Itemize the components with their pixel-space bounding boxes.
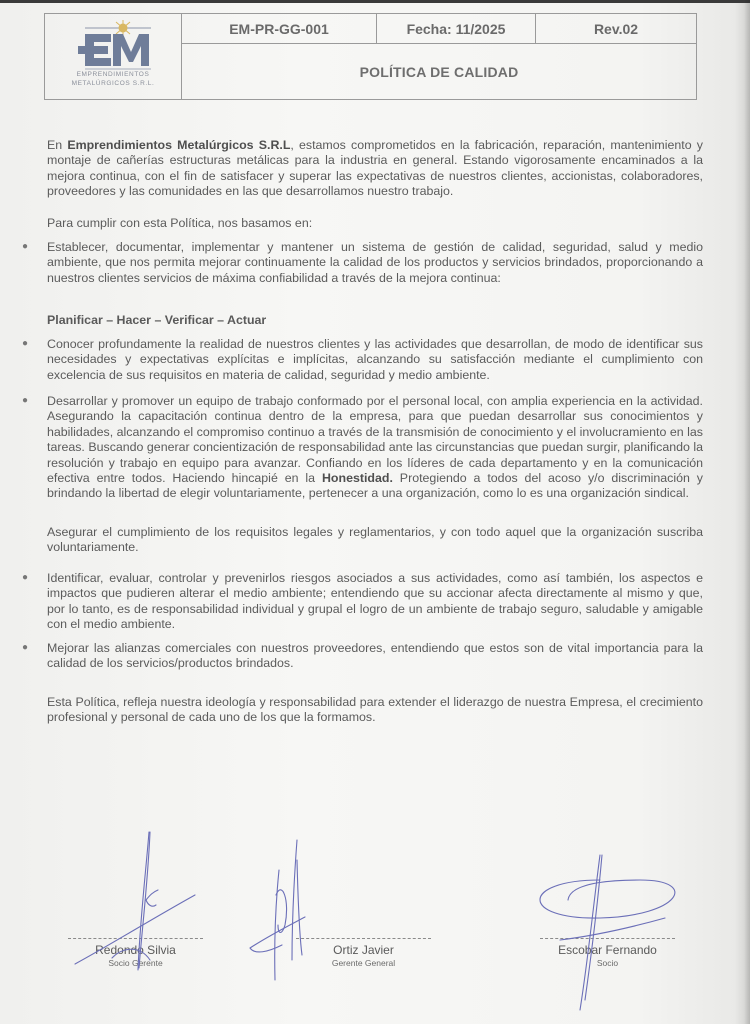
company-name: Emprendimientos Metalúrgicos S.R.L	[67, 138, 291, 152]
intro-lead-in: Para cumplir con esta Política, nos basamos en:	[47, 216, 313, 230]
signer-role: Socio Gerente	[108, 958, 163, 968]
document-code: EM-PR-GG-001	[182, 14, 377, 44]
signer-name: Ortiz Javier	[333, 943, 394, 957]
signature-block-3	[540, 938, 675, 968]
policy-item-4: Identificar, evaluar, controlar y prevenirlos riesgos asociados a sus actividades, como así también, los aspectos e impactos que pudieren alterar el medio ambiente; entendiendo que su accionar afecta directamente al mismo y que, por lo tanto, es de responsabilidad individual y grupal el logro de un ambiente de trabajo seguro, saludable y amigable con el medio ambiente.	[47, 571, 703, 632]
document-header-table	[44, 13, 697, 100]
signer-role: Gerente General	[331, 958, 396, 968]
honesty-emphasis: Honestidad.	[321, 471, 393, 486]
pdca-cycle-heading: Planificar – Hacer – Verificar – Actuar	[47, 313, 267, 327]
closing-paragraph: Esta Política, refleja nuestra ideología y responsabilidad para extender el liderazgo de nuestra Empresa, el crecimiento profesional y personal de cada uno de los que la formamos.	[47, 695, 703, 725]
signer-name: Redondo Silvia	[95, 943, 176, 957]
document-revision: Rev.02	[536, 14, 696, 44]
signature-block-2	[296, 938, 431, 968]
logo-cell	[45, 14, 182, 99]
bullet-icon: ●	[22, 395, 29, 406]
scan-right-shadow	[744, 0, 750, 1024]
policy-item-3: Desarrollar y promover un equipo de trabajo conformado por el personal local, con amplia experiencia en la actividad. Asegurando la capacitación continua dentro de la empresa, para que puedan desarrollar sus conocimientos y habilidades, alcanzando el compromiso continuo a través de la transmisión de conocimiento y el involucramiento en las tareas. Buscando generar concientización de responsabilidad ante las circunstancias que puedan surgir, planificando la resolución y trabajo en equipo para avanzar. Confiando en los líderes de cada departamento y en la comunicación efectiva entre todos. Haciendo hincapié en la Honestidad. Protegiendo a todos del acoso y/o discriminación y brindando la libertad de elegir voluntariamente, pertenecer a una organización, como lo es una organización sindical.	[47, 394, 704, 501]
signer-role: Socio	[596, 958, 619, 968]
bullet-icon: ●	[22, 572, 29, 583]
policy-item-3-legal: Asegurar el cumplimiento de los requisitos legales y reglamentarios, y con todo aquel que la organización suscriba voluntariamente.	[47, 525, 703, 555]
policy-item-1: Establecer, documentar, implementar y mantener un sistema de gestión de calidad, seguridad, salud y medio ambiente, que nos permita mejorar continuamente la calidad de los productos y servicios brindados, proporcionando a nuestros clientes servicios de máxima confiabilidad a través de la mejora continua:	[47, 240, 703, 285]
intro-paragraph: En Emprendimientos Metalúrgicos S.R.L, estamos comprometidos en la fabricación, reparación, mantenimiento y montaje de cañerías estructuras metálicas para la industria en general. Estando vigorosamente encaminados a la mejora continua, con el fin de satisfacer y superar las expectativas de nuestros clientes, accionistas, colaboradores, proveedores y las comunidades en las que desarrollamos nuestro trabajo.	[47, 138, 703, 199]
signature-block-1	[68, 938, 203, 968]
logo-company-name: EMPRENDIMIENTOS METALÚRGICOS S.R.L.	[71, 71, 155, 87]
policy-item-2: Conocer profundamente la realidad de nuestros clientes y las actividades que desarrollan, de modo de identificar sus necesidades y expectativas explícitas e implícitas, alcanzando su satisfacción mediante el cumplimiento con excelencia de sus requisitos en materia de calidad, seguridad y medio ambiente.	[47, 337, 703, 382]
document-title: POLÍTICA DE CALIDAD	[359, 63, 519, 80]
signer-name: Escobar Fernando	[558, 943, 657, 957]
bullet-icon: ●	[22, 241, 29, 252]
scan-top-edge	[0, 0, 750, 3]
bullet-icon: ●	[22, 338, 29, 349]
document-date: Fecha: 11/2025	[377, 14, 536, 44]
policy-item-5: Mejorar las alianzas comerciales con nuestros proveedores, entendiendo que estos son de vital importancia para la calidad de los servicios/productos brindados.	[47, 641, 703, 671]
bullet-icon: ●	[22, 642, 29, 653]
